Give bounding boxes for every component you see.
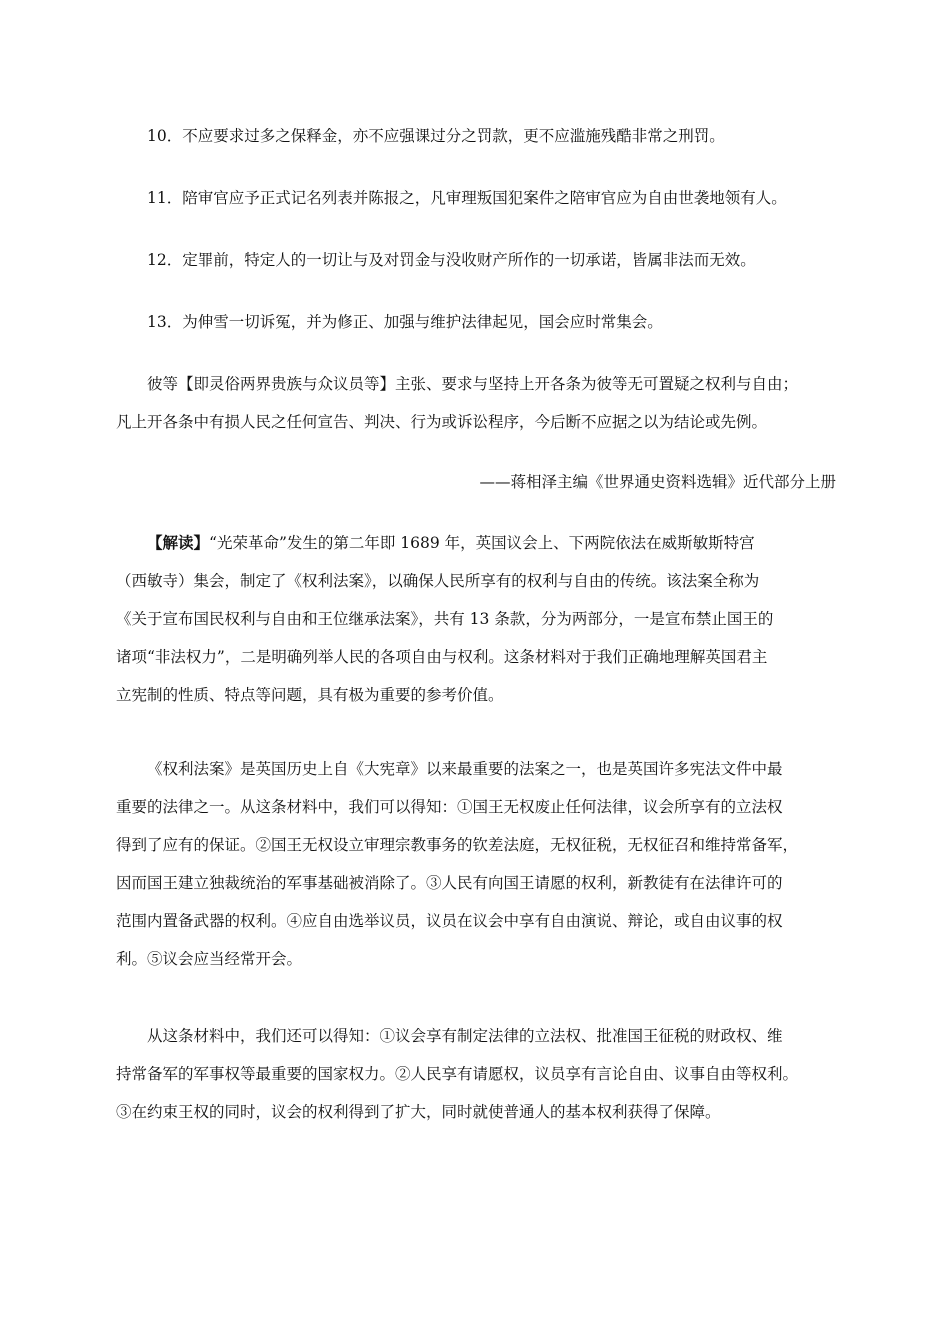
claim-paragraph	[116, 365, 840, 441]
analysis-paragraph-1	[116, 750, 840, 978]
interpretation-text: “光荣革命”发生的第二年即 1689 年，英国议会上、下两院依法在威斯敏斯特宫	[209, 534, 755, 552]
analysis-paragraph-2	[116, 1017, 840, 1131]
analysis-line: 利。⑤议会应当经常开会。	[116, 950, 303, 968]
analysis-line: 范围内置备武器的权利。④应自由选举议员，议员在议会中享有自由演说、辩论，或自由议事的权	[116, 912, 783, 930]
interpretation-line: （西敏寺）集会，制定了《权利法案》，以确保人民所享有的权利与自由的传统。该法案全称为	[116, 572, 760, 590]
analysis-line: 持常备军的军事权等最重要的国家权力。②人民享有请愿权，议员享有言论自由、议事自由等权利。	[116, 1065, 799, 1083]
interpretation-line: 诸项“非法权力”，二是明确列举人民的各项自由与权利。这条材料对于我们正确地理解英国君主	[116, 648, 768, 666]
analysis-line: 因而国王建立独裁统治的军事基础被消除了。③人民有向国王请愿的权利，新教徒有在法律许可的	[116, 874, 783, 892]
analysis-line: 重要的法律之一。从这条材料中，我们可以得知：①国王无权废止任何法律，议会所享有的立法权	[116, 798, 783, 816]
analysis-line: ③在约束王权的同时，议会的权利得到了扩大，同时就使普通人的基本权利获得了保障。	[116, 1103, 721, 1121]
source-citation: ——蒋相泽主编《世界通史资料选辑》近代部分上册	[479, 473, 836, 491]
interpretation-label: 【解读】	[147, 533, 210, 552]
interpretation-paragraph	[116, 524, 840, 714]
claim-line: 凡上开各条中有损人民之任何宣告、判决、行为或诉讼程序，今后断不应据之以为结论或先例。	[116, 413, 768, 431]
interpretation-line: 立宪制的性质、特点等问题，具有极为重要的参考价值。	[116, 686, 504, 704]
analysis-line: 从这条材料中，我们还可以得知：①议会享有制定法律的立法权、批准国王征税的财政权、维	[147, 1027, 783, 1045]
interpretation-line: 《关于宣布国民权利与自由和王位继承法案》，共有 13 条款，分为两部分，一是宣布禁止国王的	[116, 610, 774, 628]
claim-line: 彼等【即灵俗两界贵族与众议员等】主张、要求与坚持上开各条为彼等无可置疑之权利与自由；	[147, 375, 799, 393]
analysis-line: 《权利法案》是英国历史上自《大宪章》以来最重要的法案之一，也是英国许多宪法文件中最	[147, 760, 783, 778]
article-12: 12．定罪前，特定人的一切让与及对罚金与没收财产所作的一切承诺，皆属非法而无效。	[147, 251, 756, 269]
analysis-line: 得到了应有的保证。②国王无权设立审理宗教事务的钦差法庭，无权征税，无权征召和维持常备军，	[116, 836, 799, 854]
article-11: 11．陪审官应予正式记名列表并陈报之，凡审理叛国犯案件之陪审官应为自由世袭地领有人。	[147, 189, 787, 207]
interpretation-line	[116, 524, 840, 562]
article-10: 10．不应要求过多之保释金，亦不应强课过分之罚款，更不应滥施残酷非常之刑罚。	[147, 127, 725, 145]
article-13: 13．为伸雪一切诉冤，并为修正、加强与维护法律起见，国会应时常集会。	[147, 313, 663, 331]
